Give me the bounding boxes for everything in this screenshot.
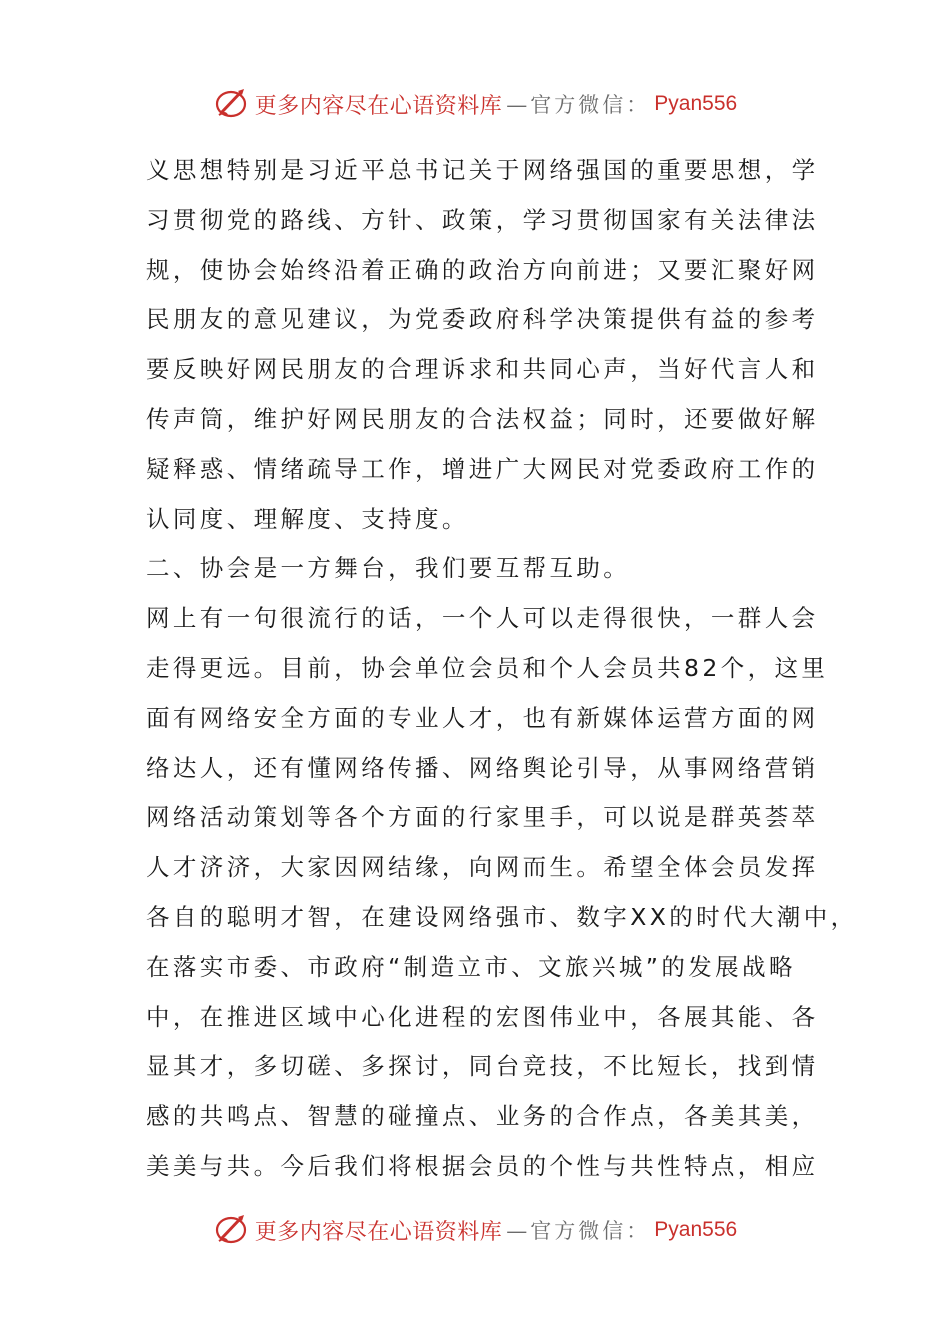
text-line: 规，使协会始终沿着正确的政治方向前进；又要汇聚好网 [146,255,819,284]
footer-banner [0,1210,950,1250]
text-line: 网络活动策划等各个方面的行家里手，可以说是群英荟萃 [146,803,819,832]
header-banner [0,84,950,124]
text-line: 网上有一句很流行的话，一个人可以走得很快，一群人会 [146,604,819,633]
banner-site-name: 更多内容尽在心语资料库 [254,93,503,119]
text-line: 在落实市委、市政府“制造立市、文旅兴城”的发展战略 [146,952,796,981]
banner-wechat-id: Pyan556 [654,1218,738,1241]
text-line: 显其才，多切磋、多探讨，同台竞技，不比短长，找到情 [146,1052,819,1081]
banner-separator: —官方微信： [506,93,651,117]
text-line: 认同度、理解度、支持度。 [146,504,469,533]
text-line: 义思想特别是习近平总书记关于网络强国的重要思想，学 [146,156,819,184]
text-line: 习贯彻党的路线、方针、政策，学习贯彻国家有关法律法 [146,205,819,234]
banner-separator: —官方微信： [506,1219,651,1243]
text-line: 美美与共。今后我们将根据会员的个性与共性特点，相应 [146,1151,819,1180]
text-line: 传声筒，维护好网民朋友的合法权益；同时，还要做好解 [146,404,819,433]
text-line: 人才济济，大家因网结缘，向网而生。希望全体会员发挥 [146,853,819,882]
pen-logo-icon [213,85,251,123]
text-line: 面有网络安全方面的专业人才，也有新媒体运营方面的网 [146,703,819,732]
text-line: 感的共鸣点、智慧的碰撞点、业务的合作点，各美其美， [146,1102,819,1131]
text-line: 民朋友的意见建议，为党委政府科学决策提供有益的参考 [146,305,819,334]
section-heading: 二、协会是一方舞台，我们要互帮互助。 [146,554,631,583]
text-line: 要反映好网民朋友的合理诉求和共同心声，当好代言人和 [146,355,819,384]
banner-wechat-id: Pyan556 [654,92,738,115]
text-line: 络达人，还有懂网络传播、网络舆论引导，从事网络营销 [146,753,819,782]
text-line: 各自的聪明才智，在建设网络强市、数字XX的时代大潮中， [146,902,858,931]
document-body [146,146,858,1192]
text-line: 走得更远。目前，协会单位会员和个人会员共82个，这里 [146,653,829,682]
text-line: 疑释惑、情绪疏导工作，增进广大网民对党委政府工作的 [146,454,819,483]
pen-logo-icon [213,1211,251,1249]
banner-site-name: 更多内容尽在心语资料库 [254,1219,503,1245]
text-line: 中，在推进区域中心化进程的宏图伟业中，各展其能、各 [146,1002,819,1031]
